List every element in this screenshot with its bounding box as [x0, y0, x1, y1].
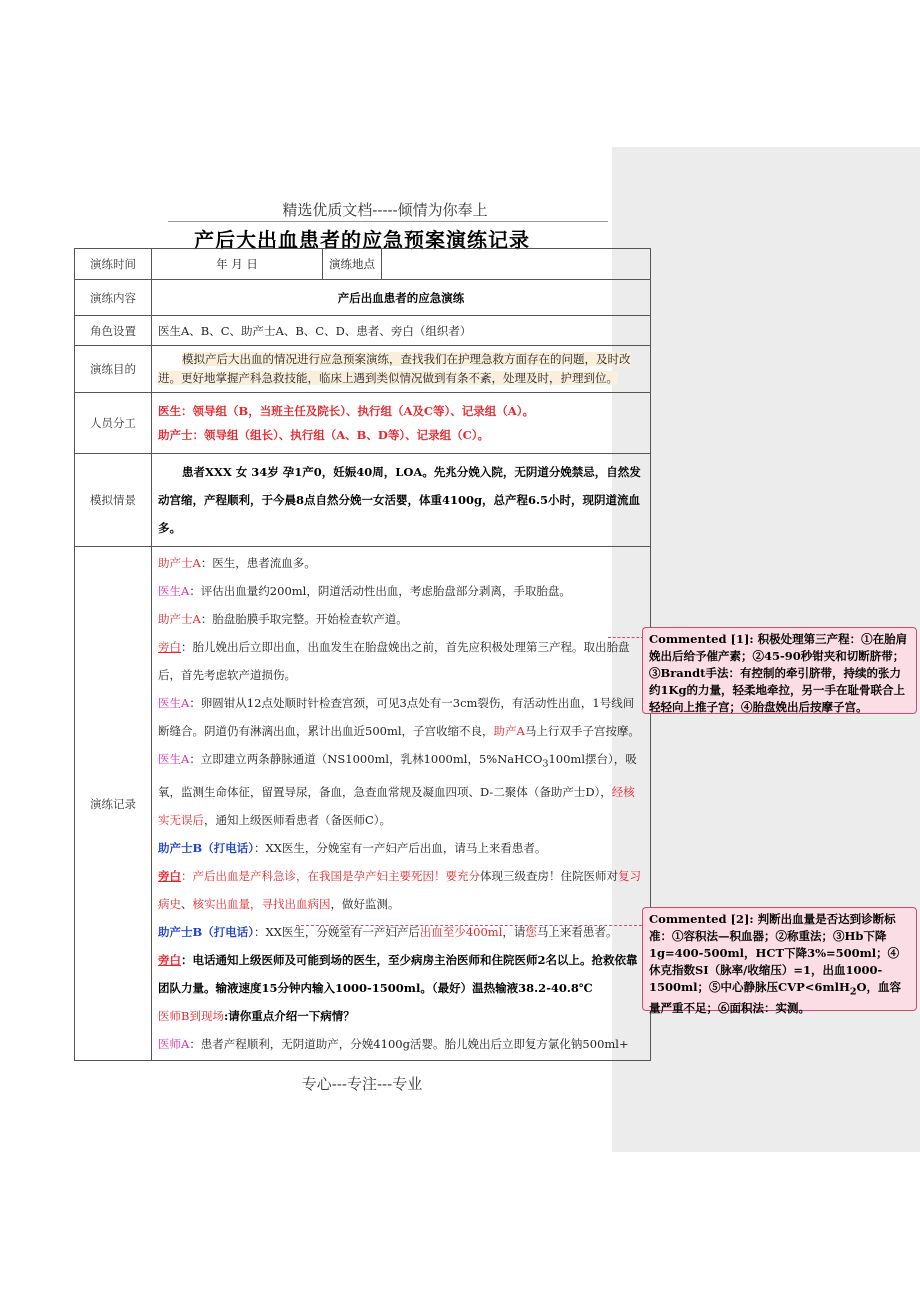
document-title: 产后大出血患者的应急预案演练记录	[194, 228, 530, 252]
content-label: 演练内容	[75, 280, 152, 316]
staff-midwife: 助产士：领导组（组长）、执行组（A、B、D等）、记录组（C）。	[158, 428, 490, 442]
log-speaker: 医师B到现场	[158, 1009, 224, 1024]
log-speaker: 医师A	[158, 1037, 190, 1052]
drill-record-table	[74, 248, 651, 1061]
log-speaker: 医生A	[158, 696, 190, 710]
log-speaker: 旁白	[158, 640, 181, 654]
roles-value: 医生A、B、C、助产士A、B、C、D、患者、旁白（组织者）	[152, 316, 651, 346]
row-purpose	[75, 346, 651, 393]
log-speaker: 助产士B（打电话）	[158, 925, 254, 940]
log-line: 助产士B（打电话）：XX医生，分娩室有一产妇产后出血，请马上来看患者。	[158, 841, 547, 856]
scene-label: 模拟情景	[75, 454, 152, 547]
log-speaker: 旁白	[158, 869, 181, 884]
comment-text: 积极处理第三产程：①在胎肩娩出后给予催产素；②45-90秒钳夹和切断脐带；③Brandt手法：有控制的牵引脐带，持续的张力约1Kg的力量，轻柔地牵拉，另一手在耻骨联合上轻轻向上推子宫；④胎盘娩出后按摩子宫。	[649, 632, 908, 714]
log-line: 医生A：卵圆钳从12点处顺时针检查宫颈，可见3点处有一3cm裂伤，有活动性出血，1号线间断缝合。阴道仍有淋漓出血，累计出血近500ml，子宫收缩不良，助产A马上行双手子宫按摩。	[158, 696, 640, 738]
log-line: 医生A：立即建立两条静脉通道（NS1000ml，乳林1000ml，5%NaHCO$_3$100ml摆台），吸氧，监测生命体征，留置导尿，备血，急查血常规及凝血四项、D-二聚体（备助产士D），经核实无误后，通知上级医师看患者（备医师C）。	[158, 752, 637, 828]
log-line: 医师A：患者产程顺利，无阴道助产，分娩4100g活婴。胎儿娩出后立即复方氯化钠500ml+	[158, 1037, 629, 1052]
time-value[interactable]: 年 月 日	[152, 249, 323, 280]
log-line: 助产士A：胎盘胎膜手取完整。开始检查软产道。	[158, 612, 408, 626]
log-line: 旁白：电话通知上级医师及可能到场的医生，至少病房主治医师和住院医师2名以上。抢救依靠团队力量。输液速度15分钟内输入1000-1500ml。（最好）温热输液38.2-40.8℃	[158, 953, 638, 996]
comment-label: Commented [1]:	[649, 632, 754, 646]
staff-cell	[152, 393, 651, 454]
row-roles	[75, 316, 651, 346]
row-scene	[75, 454, 651, 547]
place-label: 演练地点	[323, 249, 382, 280]
comment-text: 判断出血量是否达到诊断标准：①容积法—积血器；②称重法；③Hb下降1g=400-500ml，HCT下降3%=500ml；④休克指数SI（脉率/收缩压）=1，出血1000-1500ml；⑤中心静脉压CVP<6mlH	[649, 912, 900, 994]
comment-connector	[608, 637, 644, 638]
log-speaker: 助产士B（打电话）	[158, 841, 254, 856]
log-line: 医生A：评估出血量约200ml，阴道活动性出血，考虑胎盘部分剥离，手取胎盘。	[158, 584, 571, 598]
row-staff	[75, 393, 651, 454]
header-rule	[168, 221, 608, 222]
log-line: 医师B到现场:请你重点介绍一下病情？	[158, 1009, 355, 1024]
log-line: 助产士A：医生，患者流血多。	[158, 556, 316, 570]
log-label: 演练记录	[75, 547, 152, 1061]
log-speaker: 助产士A	[158, 556, 201, 570]
scene-value: 患者XXX 女 34岁 孕1产0，妊娠40周，LOA。先兆分娩入院，无阴道分娩禁忌，自然发动宫缩，产程顺利，于今晨8点自然分娩一女活婴，体重4100g，总产程6.5小时，现阴道流血多。	[152, 454, 651, 547]
log-speaker: 助产士A	[158, 612, 201, 626]
staff-label: 人员分工	[75, 393, 152, 454]
row-content	[75, 280, 651, 316]
log-line: 旁白：胎儿娩出后立即出血，出血发生在胎盘娩出之前，首先应积极处理第三产程。取出胎盘后，首先考虑软产道损伤。	[158, 640, 630, 682]
comment-label: Commented [2]:	[649, 912, 754, 926]
place-value[interactable]	[382, 249, 651, 280]
comment-balloon[interactable]: Commented [2]: 判断出血量是否达到诊断标准：①容积法—积血器；②称重法；③Hb下降1g=400-500ml，HCT下降3%=500ml；④休克指数SI（脉率/收缩压）=1，出血1000-1500ml；⑤中心静脉压CVP<6mlH$_2$O，血容量严重不足；⑥面积法：实测。	[642, 907, 917, 1011]
log-speaker: 医生A	[158, 584, 190, 598]
purpose-value: 模拟产后大出血的情况进行应急预案演练，查找我们在护理急救方面存在的问题，及时改进。更好地掌握产科急救技能，临床上遇到类似情况做到有条不紊，处理及时，护理到位。	[158, 352, 631, 385]
comment-balloon[interactable]	[642, 627, 917, 714]
roles-label: 角色设置	[75, 316, 152, 346]
log-speaker: 医生A	[158, 752, 190, 766]
row-time	[75, 249, 651, 280]
time-label: 演练时间	[75, 249, 152, 280]
log-line: 旁白：产后出血是产科急诊，在我国是孕产妇主要死因！要充分体现三级查房！住院医师对复习病史、核实出血量，寻找出血病因，做好监测。	[158, 869, 641, 912]
log-speaker: 旁白	[158, 953, 181, 968]
purpose-label: 演练目的	[75, 346, 152, 393]
page-header: 精选优质文档-----倾情为你奉上	[282, 201, 488, 219]
page-footer: 专心---专注---专业	[301, 1075, 423, 1093]
row-log	[75, 547, 651, 1061]
log-line: 助产士B（打电话）：XX医生，分娩室有一产妇产后出血至少400ml，请您马上来看患者。	[158, 925, 618, 940]
comment-connector	[296, 925, 642, 926]
content-value: 产后出血患者的应急演练	[152, 280, 651, 316]
purpose-cell	[152, 346, 651, 393]
log-cell	[152, 547, 651, 1061]
staff-doctor: 医生：领导组（B，当班主任及院长）、执行组（A及C等）、记录组（A）。	[158, 404, 534, 418]
